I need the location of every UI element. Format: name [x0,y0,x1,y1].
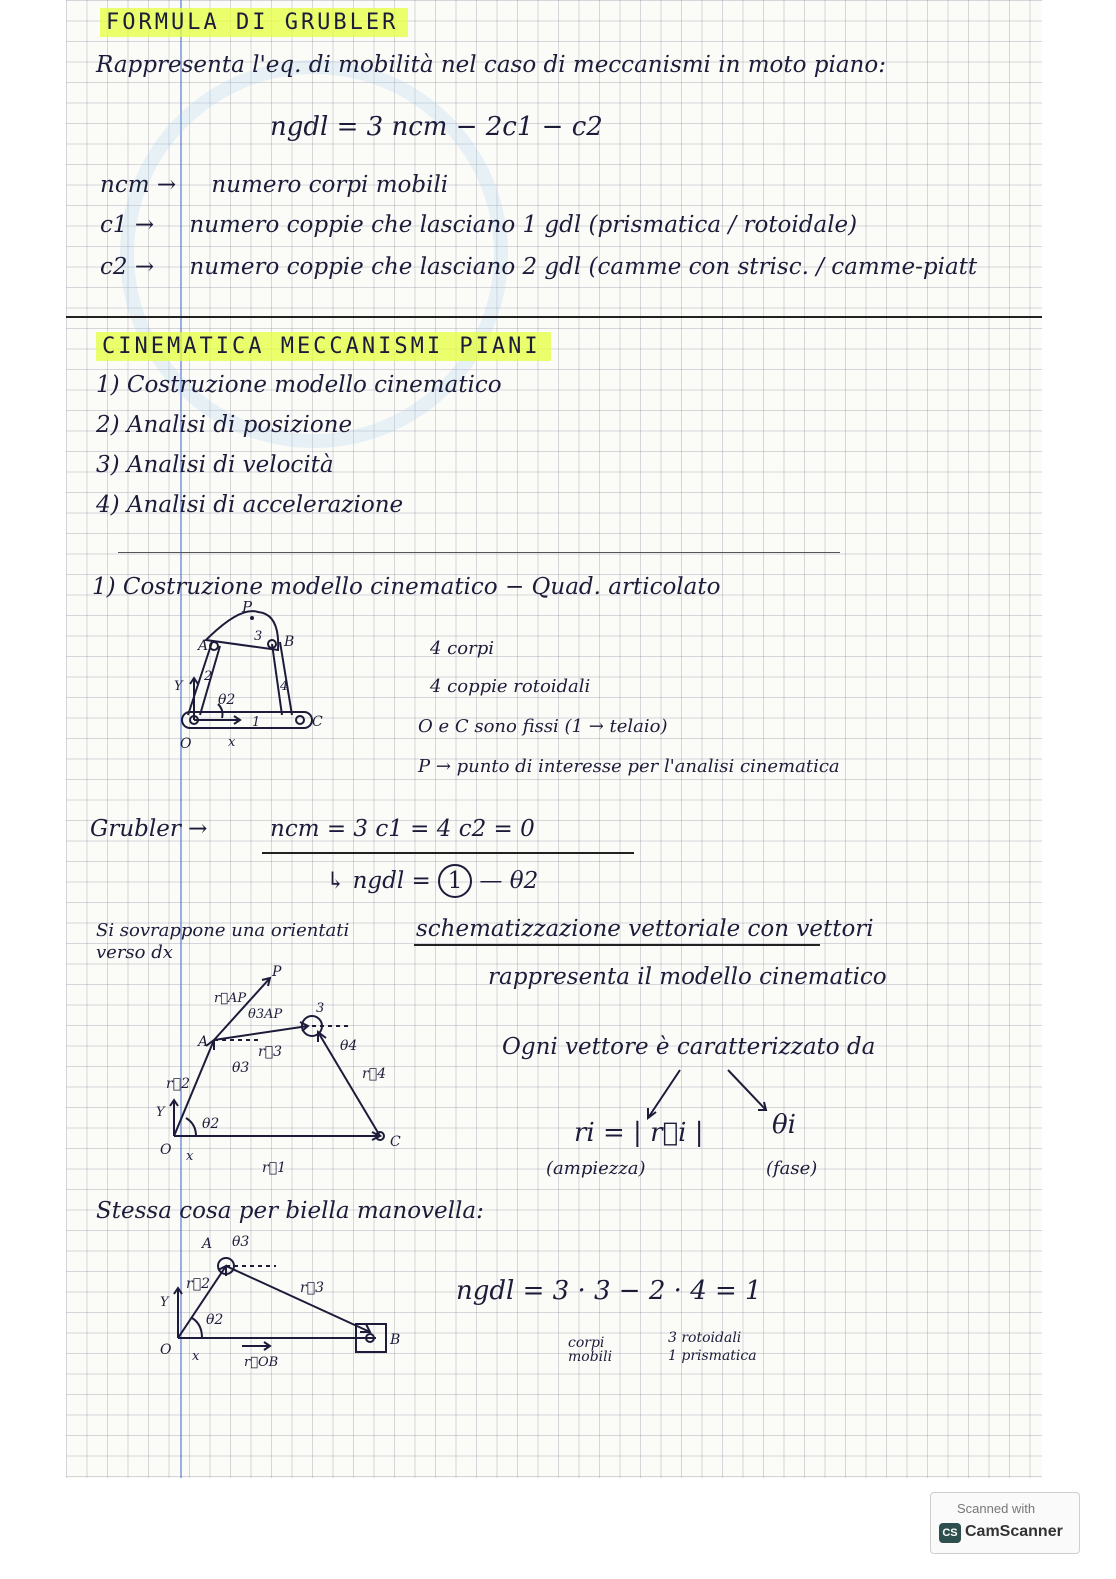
stamp-line-2: CamScanner [965,1523,1063,1540]
label-x-axis: x [192,1349,200,1364]
result-circled-value: 1 [438,864,472,898]
phase-symbol: θi [772,1110,796,1140]
label-y-axis: Y [174,679,183,694]
modello-heading: 1) Costruzione modello cinematico − Quad. articolato [92,574,721,600]
point-P [250,616,254,620]
camscanner-logo-icon: CS [939,1523,961,1543]
definition-c1 [100,212,857,238]
note-rotoidali: 3 rotoidali [668,1330,742,1346]
definition-text: numero coppie che lasciano 2 gdl (camme con strisc. / camme-piatt [189,254,978,280]
step-4: 4) Analisi di accelerazione [96,492,404,518]
label-link-3: 3 [254,629,263,644]
vector-intro-right: schematizzazione vettoriale con vettori [416,916,874,942]
vector-intro-right-2: rappresenta il modello cinematico [488,964,887,990]
step-1: 1) Costruzione modello cinematico [96,372,502,398]
label-O: O [180,736,192,752]
characterization-arrows [600,1066,800,1126]
label-theta3: θ3 [232,1060,250,1076]
biella-formula: ngdl = 3 · 3 − 2 · 4 = 1 [456,1276,762,1306]
label-y-axis: Y [156,1105,165,1120]
label-r3: r⃗3 [300,1280,325,1296]
vector-characterization: Ogni vettore è caratterizzato da [502,1034,876,1060]
step-3: 3) Analisi di velocità [96,452,334,478]
grubler-result [326,864,538,898]
stamp-line-1: Scanned with [957,1501,1036,1516]
label-A: A [198,638,209,654]
label-theta3: θ3 [232,1234,250,1250]
note-corpi-mobili: corpi mobili [568,1335,613,1365]
fact-corpi: 4 corpi [430,638,494,659]
label-r3: r⃗3 [258,1044,283,1060]
vector-intro-left: Si sovrappone una orientati verso dx [96,920,350,963]
fact-punto-P: P → punto di interesse per l'analisi cinematica [418,756,840,777]
label-y-axis: Y [160,1295,169,1310]
label-r2: r⃗2 [186,1276,211,1292]
label-rOB: r⃗OB [244,1355,279,1370]
camscanner-stamp [930,1492,1080,1554]
label-theta2: θ2 [218,692,236,708]
result-suffix: — θ2 [479,868,539,894]
definition-c2 [100,254,977,280]
label-O: O [160,1142,172,1158]
theta2-arc [192,1318,202,1338]
section-title-grubler: FORMULA DI GRUBLER [100,10,408,35]
result-prefix: ↳ ngdl = [326,868,431,894]
definition-ncm [100,172,448,198]
step-2: 2) Analisi di posizione [96,412,353,438]
label-node-3: 3 [316,1001,325,1016]
definition-symbol: c1 → [100,212,155,238]
label-P: P [272,964,282,980]
grubler-formula: ngdl = 3 ncm − 2c1 − c2 [270,112,603,142]
label-link-2: 2 [204,669,213,684]
label-r2: r⃗2 [166,1076,191,1092]
amplitude-label: (ampiezza) [546,1158,646,1179]
fact-coppie: 4 coppie rotoidali [430,676,591,697]
label-x-axis: x [228,735,236,750]
grubler-values: ncm = 3 c1 = 4 c2 = 0 [270,816,535,842]
quadrilatero-sketch [160,598,323,752]
grubler-underline [262,852,634,854]
label-B: B [284,634,295,650]
fact-fissi: O e C sono fissi (1 → telaio) [418,716,668,737]
definition-text: numero coppie che lasciano 1 gdl (prismatica / rotoidale) [189,212,858,238]
label-r1: r⃗1 [262,1160,287,1176]
label-theta2: θ2 [202,1116,220,1132]
note-prismatica: 1 prismatica [668,1348,757,1364]
amplitude-formula: ri = | r⃗i | [574,1118,704,1148]
vector-diagram-biella-manovella [140,1226,420,1376]
biella-manovella-heading: Stessa cosa per biella manovella: [96,1198,484,1224]
label-A: A [198,1034,209,1050]
label-theta3AP: θ3AP [248,1007,283,1022]
label-C: C [312,714,323,730]
definition-symbol: c2 → [100,254,155,280]
section-divider [66,316,1042,318]
definition-text: numero corpi mobili [211,172,449,198]
label-link-1: 1 [252,715,261,730]
section-title-cinematica: CINEMATICA MECCANISMI PIANI [96,334,551,359]
label-C: C [390,1134,401,1150]
phase-label: (fase) [766,1158,818,1179]
vector-intro-underline [414,944,820,946]
label-x-axis: x [186,1149,194,1164]
label-link-4: 4 [280,679,289,694]
label-r4: r⃗4 [362,1066,387,1082]
label-B: B [390,1332,401,1348]
label-P: P [242,598,253,616]
label-O: O [160,1342,172,1358]
step-divider [118,552,840,553]
vector-r3 [226,1266,370,1332]
label-rAP: r⃗AP [214,991,247,1006]
vector-diagram-quadrilatero [140,960,420,1180]
label-A: A [202,1236,213,1252]
joint-C [296,716,304,724]
grubler-intro: Rappresenta l'eq. di mobilità nel caso di meccanismi in moto piano: [96,52,886,78]
arrow-to-phase [728,1070,766,1110]
arrow-to-amplitude [648,1070,680,1118]
label-theta4: θ4 [340,1038,358,1054]
theta2-arc [186,1118,196,1136]
label-theta2: θ2 [206,1312,224,1328]
vector-r3 [214,1026,308,1040]
grubler-label: Grubler → [90,816,208,842]
definition-symbol: ncm → [100,172,177,198]
